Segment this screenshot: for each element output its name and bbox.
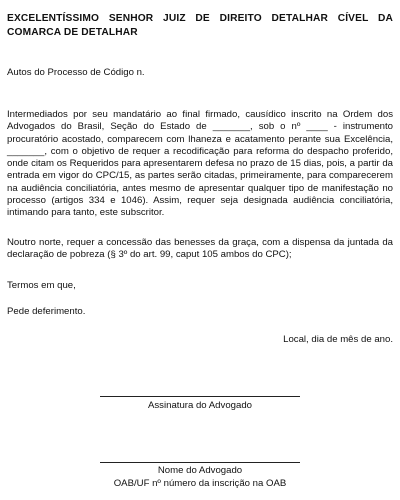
paragraph-request: Intermediados por seu mandatário ao final firmado, causídico inscrito na Ordem dos Advogados do Brasil, Seção do Estado de _______, sob o nº ____ - instrumento procuratório acostado, comparecem com lhaneza e acatamento perante sua Excelência, _______, com o objetivo de requer a recodificação para reforma do despacho proferido, onde citam os Requeridos para apresentarem defesa no prazo de 15 dias, pois, a partir da entrada em vigor do CPC/15, as partes serão citadas, primeiramente, para comparecerem na audiência conciliatória, antes mesmo de apresentar qualquer tipo de manifestação no processo (artigos 334 e 1046). Assim, requer seja designada audiência conciliatória, intimando para tanto, este subscritor. [7, 109, 393, 219]
name-line [100, 462, 300, 463]
signature-label: Assinatura do Advogado [147, 400, 252, 411]
signature-line [100, 396, 300, 397]
document-heading: EXCELENTÍSSIMO SENHOR JUIZ DE DIREITO DETALHAR CÍVEL DA COMARCA DE DETALHAR [7, 13, 393, 38]
paragraph-gratuity: Noutro norte, requer a concessão das benesses da graça, com a dispensa da juntada da declaração de pobreza (§ 3º do art. 99, caput 105 ambos do CPC); [7, 237, 393, 261]
closing-terms: Termos em que, [7, 280, 76, 291]
oab-registration: OAB/UF nº número da inscrição na OAB [113, 478, 287, 489]
lawyer-name: Nome do Advogado [157, 465, 243, 476]
place-and-date: Local, dia de mês de ano. [283, 334, 393, 345]
case-reference: Autos do Processo de Código n. [7, 67, 145, 78]
closing-request: Pede deferimento. [7, 306, 86, 317]
